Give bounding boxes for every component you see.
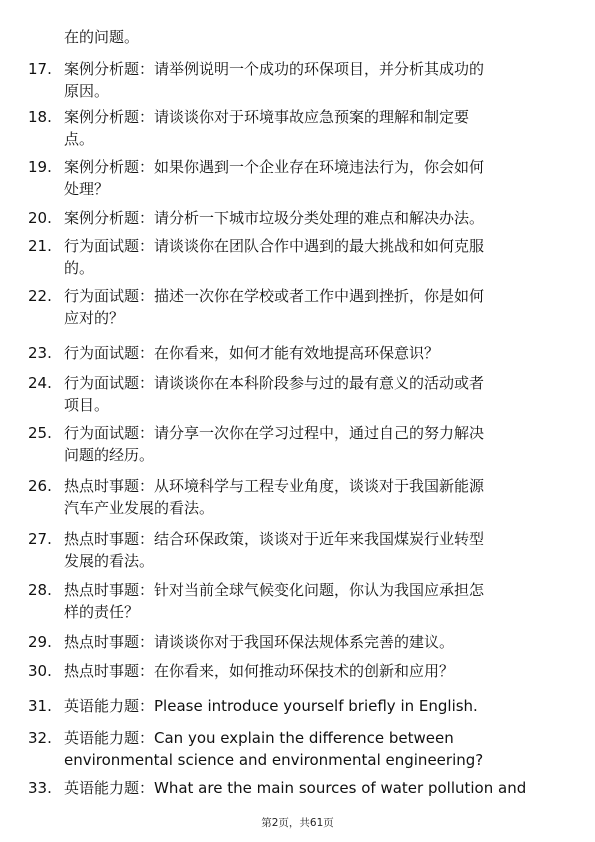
question-line: 英语能力题：What are the main sources of water pollution and bbox=[64, 779, 527, 797]
question-number: 32. bbox=[28, 729, 52, 747]
question-number: 20. bbox=[28, 209, 52, 227]
question-line: 英语能力题：Can you explain the difference between bbox=[64, 729, 454, 747]
question-line: 样的责任？ bbox=[64, 603, 140, 621]
question-text bbox=[64, 207, 564, 229]
question-line: 应对的？ bbox=[64, 309, 125, 327]
question-line: 案例分析题：如果你遇到一个企业存在环境违法行为，你会如何 bbox=[64, 158, 485, 176]
question-line: 处理？ bbox=[64, 180, 110, 198]
question-number: 25. bbox=[28, 424, 52, 442]
page-footer: 第2页，共61页 bbox=[261, 817, 334, 829]
question-line: 行为面试题：请谈谈你在本科阶段参与过的最有意义的活动或者 bbox=[64, 374, 485, 392]
question-number: 33. bbox=[28, 779, 52, 797]
question-number: 19. bbox=[28, 158, 52, 176]
question-line: 行为面试题：请谈谈你在团队合作中遇到的最大挑战和如何克服 bbox=[64, 237, 485, 255]
question-text bbox=[64, 631, 564, 653]
question-number: 23. bbox=[28, 344, 52, 362]
question-line: 行为面试题：请分享一次你在学习过程中，通过自己的努力解决 bbox=[64, 424, 485, 442]
question-line: 行为面试题：描述一次你在学校或者工作中遇到挫折，你是如何 bbox=[64, 287, 485, 305]
question-line: 发展的看法。 bbox=[64, 552, 155, 570]
question-line: 案例分析题：请举例说明一个成功的环保项目，并分析其成功的 bbox=[64, 60, 485, 78]
question-line: 热点时事题：结合环保政策，谈谈对于近年来我国煤炭行业转型 bbox=[64, 530, 485, 548]
question-line: 点。 bbox=[64, 130, 95, 148]
question-text bbox=[64, 660, 564, 682]
question-line: 案例分析题：请谈谈你对于环境事故应急预案的理解和制定要 bbox=[64, 108, 470, 126]
question-text bbox=[64, 106, 564, 150]
question-line: 的。 bbox=[64, 259, 95, 277]
question-text bbox=[64, 475, 564, 519]
question-text bbox=[64, 235, 564, 279]
question-line: 热点时事题：在你看来，如何推动环保技术的创新和应用？ bbox=[64, 662, 455, 680]
question-number: 24. bbox=[28, 374, 52, 392]
question-number: 17. bbox=[28, 60, 52, 78]
question-text bbox=[64, 58, 564, 102]
question-number: 22. bbox=[28, 287, 52, 305]
question-line: 问题的经历。 bbox=[64, 446, 155, 464]
question-number: 30. bbox=[28, 662, 52, 680]
question-text bbox=[64, 695, 564, 717]
question-text bbox=[64, 727, 564, 771]
question-line: 行为面试题：在你看来，如何才能有效地提高环保意识？ bbox=[64, 344, 440, 362]
question-text bbox=[64, 422, 564, 466]
question-number: 28. bbox=[28, 581, 52, 599]
question-line: 英语能力题：Please introduce yourself briefly in English. bbox=[64, 697, 478, 715]
question-line: 原因。 bbox=[64, 82, 110, 100]
question-number: 26. bbox=[28, 477, 52, 495]
question-line: 热点时事题：请谈谈你对于我国环保法规体系完善的建议。 bbox=[64, 633, 455, 651]
question-line: 热点时事题：针对当前全球气候变化问题，你认为我国应承担怎 bbox=[64, 581, 485, 599]
question-number: 31. bbox=[28, 697, 52, 715]
question-text bbox=[64, 579, 564, 623]
question-number: 18. bbox=[28, 108, 52, 126]
question-text bbox=[64, 156, 564, 200]
question-number: 29. bbox=[28, 633, 52, 651]
question-line: environmental science and environmental engineering? bbox=[64, 751, 484, 769]
question-text bbox=[64, 528, 564, 572]
question-number: 27. bbox=[28, 530, 52, 548]
question-text bbox=[64, 372, 564, 416]
question-line: 热点时事题：从环境科学与工程专业角度，谈谈对于我国新能源 bbox=[64, 477, 485, 495]
question-number: 21. bbox=[28, 237, 52, 255]
question-line: 汽车产业发展的看法。 bbox=[64, 499, 215, 517]
question-line: 案例分析题：请分析一下城市垃圾分类处理的难点和解决办法。 bbox=[64, 209, 485, 227]
question-text bbox=[64, 777, 564, 799]
continuation-text: 在的问题。 bbox=[64, 28, 140, 46]
question-text bbox=[64, 342, 564, 364]
question-text bbox=[64, 285, 564, 329]
question-line: 项目。 bbox=[64, 396, 110, 414]
